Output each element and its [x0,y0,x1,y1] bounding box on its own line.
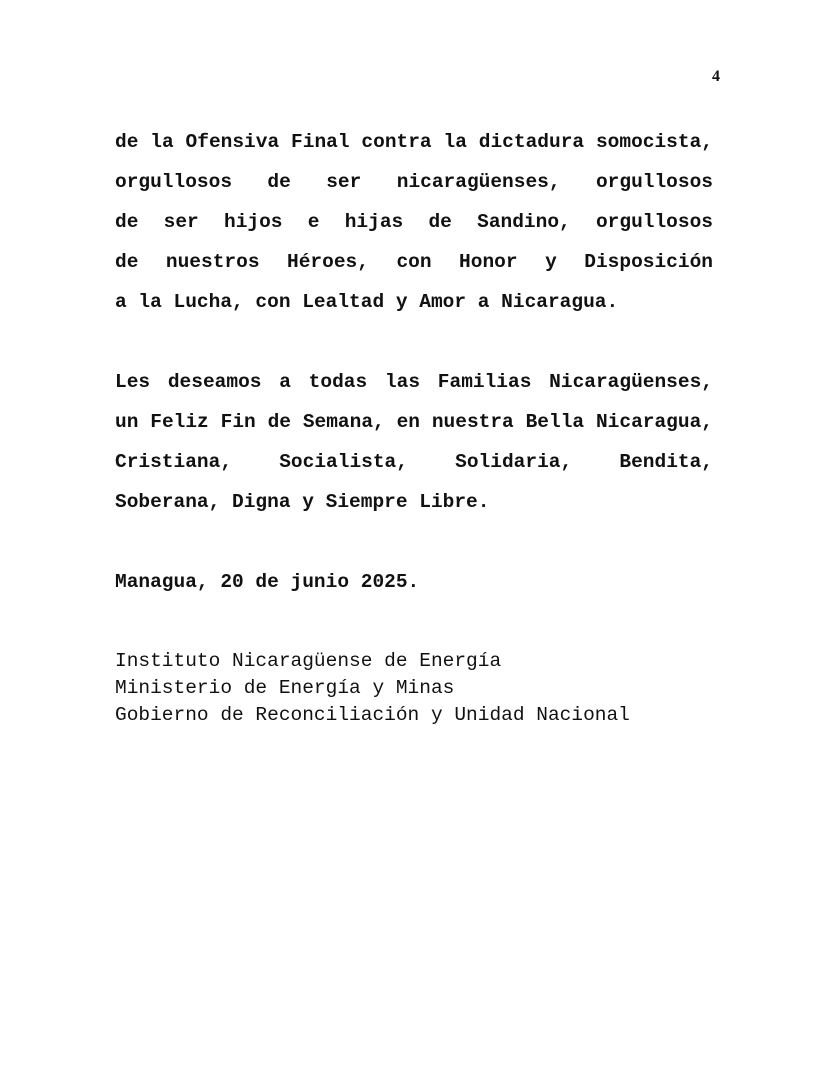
text-line: Cristiana, Socialista, Solidaria, Bendita, [115,451,713,473]
text-line: orgullosos de ser nicaragüenses, orgullosos [115,171,713,193]
text-line: Les deseamos a todas las Familias Nicaragüenses, [115,371,713,393]
text-line: de nuestros Héroes, con Honor y Disposición [115,251,713,273]
text-line: un Feliz Fin de Semana, en nuestra Bella Nicaragua, [115,411,713,433]
paragraph-closing-tribute [115,122,713,322]
text-line: Soberana, Digna y Siempre Libre. [115,491,490,513]
date-paragraph [115,562,713,602]
date-line: Managua, 20 de junio 2025. [115,571,420,593]
signature-block [115,648,735,729]
text-line: a la Lucha, con Lealtad y Amor a Nicaragua. [115,291,619,313]
text-line: de ser hijos e hijas de Sandino, orgullosos [115,211,713,233]
signature-line: Instituto Nicaragüense de Energía [115,650,502,672]
signature-line: Ministerio de Energía y Minas [115,677,455,699]
text-line: de la Ofensiva Final contra la dictadura somocista, [115,131,713,153]
page-number: 4 [712,68,720,85]
paragraph-weekend-greeting [115,362,713,522]
signature-line: Gobierno de Reconciliación y Unidad Nacional [115,704,630,726]
